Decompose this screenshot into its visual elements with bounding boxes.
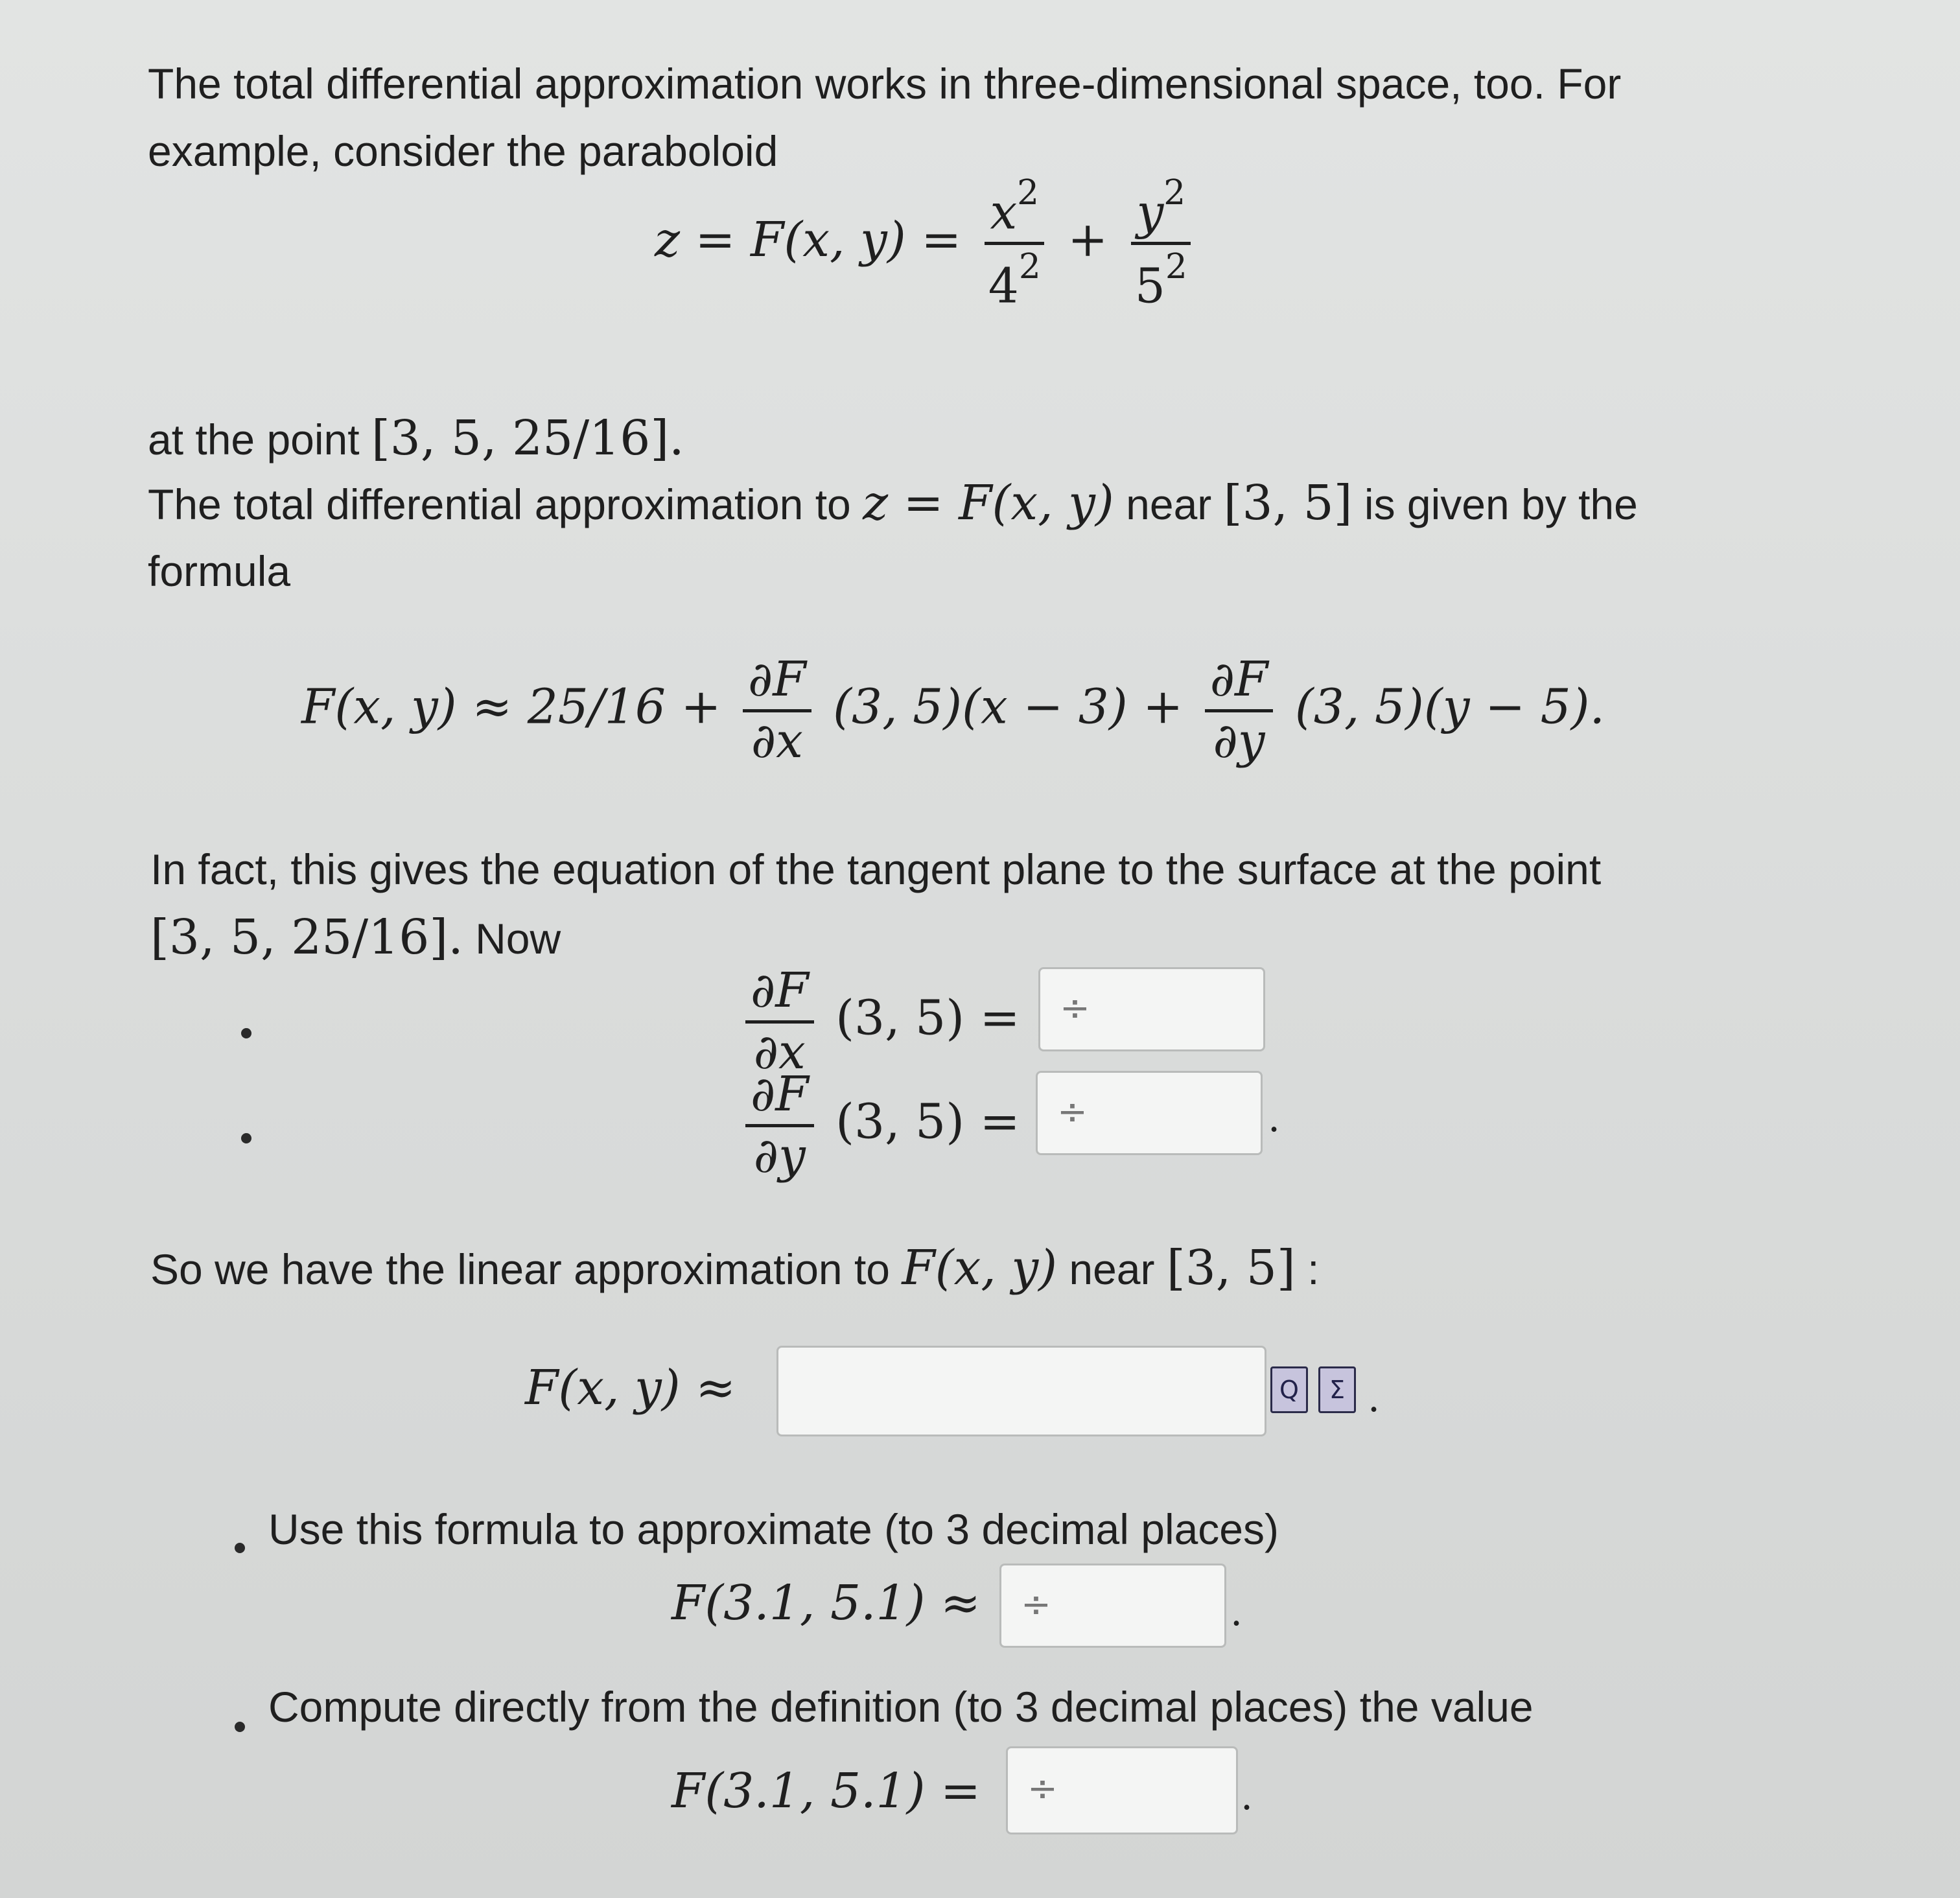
- bullet-dfdx: [241, 1028, 251, 1038]
- linear-lhs: F(x, y) ≈: [525, 1360, 736, 1416]
- approx-intro-eq: z = F(x, y): [863, 475, 1114, 531]
- tangent-point: [3, 5, 25/16].: [150, 909, 463, 965]
- formula-tail: (3, 5)(y − 5).: [1294, 679, 1605, 735]
- direct-value-input[interactable]: [1006, 1746, 1238, 1834]
- point-line-text: at the point: [148, 416, 360, 463]
- dfdx-input[interactable]: [1038, 967, 1265, 1051]
- frac-y-den: 5: [1134, 258, 1165, 314]
- linear-func: F(x, y): [902, 1240, 1058, 1296]
- formula-dfdx-den: ∂x: [751, 712, 803, 769]
- frac-y-num-exp: 2: [1163, 172, 1186, 213]
- bullet-approx: [235, 1543, 245, 1553]
- frac-y-num: y: [1136, 184, 1164, 240]
- linear-colon: :: [1307, 1245, 1320, 1293]
- linear-approx-input[interactable]: [776, 1346, 1266, 1436]
- formula-mid: (3, 5)(x − 3) +: [833, 679, 1184, 735]
- point-line-point: [3, 5, 25/16].: [371, 410, 684, 466]
- task-approx-label: Use this formula to approximate (to 3 decimal places): [268, 1505, 1279, 1553]
- approx-intro-part3: is given by the: [1364, 480, 1638, 528]
- approx-intro-point: [3, 5]: [1223, 475, 1353, 531]
- formula-dfdy-den: ∂y: [1213, 712, 1265, 769]
- total-differential-formula: [301, 651, 1605, 769]
- approx-period: .: [1230, 1589, 1243, 1635]
- formula-dfdx: [743, 651, 811, 769]
- partial-dfdy-num: ∂F: [745, 1070, 814, 1127]
- paraboloid-lhs: z = F(x, y) =: [655, 211, 962, 268]
- approx-intro-line-1: [148, 473, 1638, 533]
- equation-editor-button[interactable]: [1318, 1366, 1356, 1413]
- linear-near: near: [1069, 1245, 1155, 1293]
- task-approx-lhs: F(3.1, 5.1) ≈: [671, 1575, 981, 1631]
- approx-value-input[interactable]: [999, 1564, 1226, 1648]
- tangent-now: Now: [475, 915, 561, 963]
- formula-dfdy: [1205, 651, 1274, 769]
- calculator-icon[interactable]: ÷: [1057, 1091, 1088, 1133]
- dfdy-input[interactable]: [1036, 1071, 1263, 1155]
- linear-point: [3, 5]: [1166, 1240, 1296, 1296]
- point-line: [148, 408, 684, 469]
- frac-y-den-exp: 2: [1165, 246, 1187, 287]
- formula-dfdx-num: ∂F: [743, 655, 811, 712]
- paraboloid-plus: +: [1068, 211, 1108, 268]
- paraboloid-frac-x: [983, 172, 1046, 314]
- tangent-line-1: In fact, this gives the equation of the tangent plane to the surface at the point: [150, 845, 1602, 893]
- calculator-icon[interactable]: ÷: [1060, 987, 1090, 1029]
- tangent-line-2: [150, 908, 561, 968]
- partial-dfdy-row: [745, 1066, 1020, 1184]
- partial-dfdx-den: ∂x: [753, 1024, 806, 1080]
- frac-x-den-exp: 2: [1018, 246, 1041, 287]
- preview-button[interactable]: [1270, 1366, 1308, 1413]
- sigma-icon: Σ: [1329, 1376, 1345, 1404]
- partial-dfdx-frac: [745, 963, 814, 1080]
- intro-line-2: example, consider the paraboloid: [148, 127, 778, 175]
- frac-x-den: 4: [988, 258, 1019, 314]
- partial-dfdx-at: (3, 5) =: [835, 990, 1020, 1046]
- intro-line-1: The total differential approximation works in three-dimensional space, too. For: [148, 60, 1622, 108]
- formula-lhs: F(x, y) ≈ 25/16 +: [301, 679, 721, 735]
- approx-intro-part2: near: [1126, 480, 1212, 528]
- calculator-icon[interactable]: ÷: [1021, 1584, 1051, 1626]
- linear-text: So we have the linear approximation to: [150, 1245, 891, 1293]
- partial-dfdx-num: ∂F: [745, 966, 814, 1024]
- calculator-icon[interactable]: ÷: [1027, 1768, 1058, 1810]
- linear-approx-line: [150, 1238, 1319, 1298]
- task-direct-label: Compute directly from the definition (to 3 decimal places) the value: [268, 1683, 1534, 1731]
- paraboloid-frac-y: [1130, 172, 1193, 314]
- partial-dfdy-den: ∂y: [753, 1127, 806, 1184]
- paraboloid-equation: [655, 172, 1199, 314]
- approx-intro-line-2: formula: [148, 547, 291, 595]
- bullet-dfdy: [241, 1133, 251, 1143]
- partial-dfdy-frac: [745, 1066, 814, 1184]
- partial-dfdx-row: [745, 963, 1020, 1080]
- frac-x-num: x: [990, 184, 1018, 240]
- dfdy-period: .: [1268, 1095, 1281, 1141]
- linear-period: .: [1368, 1376, 1381, 1421]
- formula-dfdy-num: ∂F: [1205, 655, 1274, 712]
- approx-intro-part1: The total differential approximation to: [148, 480, 851, 528]
- direct-period: .: [1241, 1774, 1254, 1819]
- partial-dfdy-at: (3, 5) =: [835, 1094, 1020, 1150]
- magnifier-icon: Q: [1279, 1376, 1299, 1404]
- frac-x-num-exp: 2: [1017, 172, 1040, 213]
- task-direct-lhs: F(3.1, 5.1) =: [671, 1763, 981, 1819]
- bullet-direct: [235, 1722, 245, 1732]
